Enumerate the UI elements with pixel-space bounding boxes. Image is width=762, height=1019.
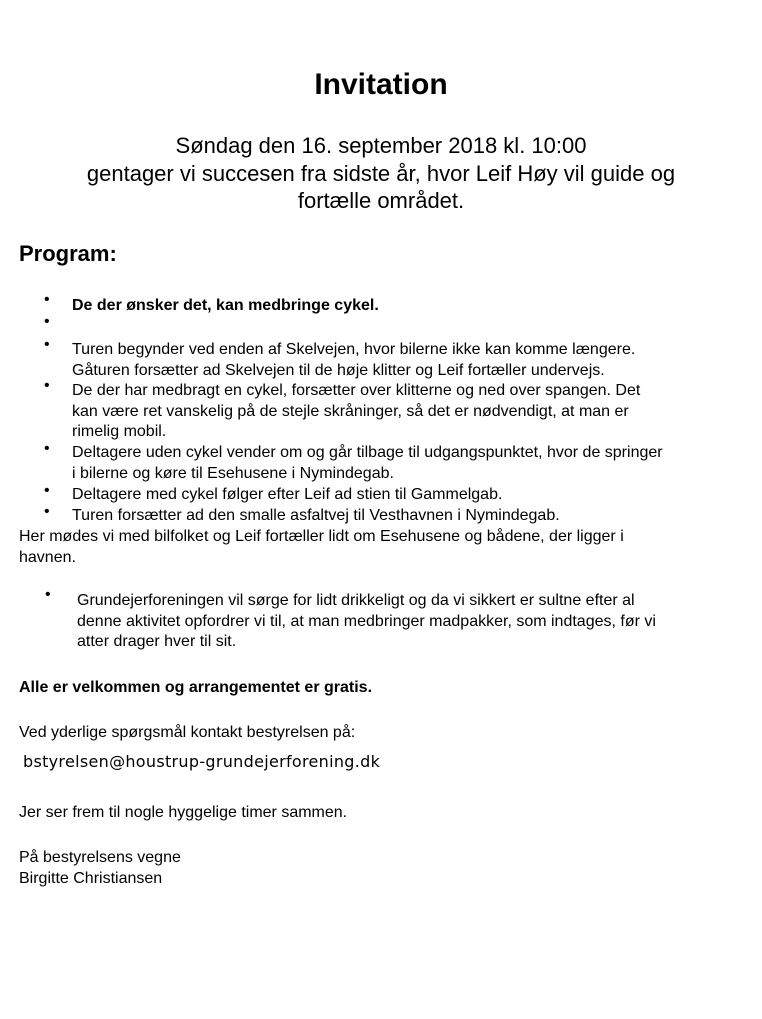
signature-line: På bestyrelsens vegne xyxy=(19,849,181,866)
list-item: Turen begynder ved enden af Skelvejen, hvor bilerne ikke kan komme længere. Gåturen forsætter ad Skelvejen til de høje klitter og Leif fortæller undervejs. xyxy=(72,341,636,379)
refreshments-item: Grundejerforeningen vil sørge for lidt drikkeligt og da vi sikkert er sultne efter al denne aktivitet opfordrer vi til, at man medbringer madpakker, som indtages, før vi atter drager hver til sit. xyxy=(77,592,656,650)
contact-label: Ved yderlige spørgsmål kontakt bestyrelsen på: xyxy=(19,724,356,741)
list-item: Turen forsætter ad den smalle asfaltvej til Vesthavnen i Nymindegab. xyxy=(72,507,560,524)
bullet-icon: • xyxy=(44,291,50,308)
event-intro-line: gentager vi succesen fra sidste år, hvor Leif Høy vil guide og xyxy=(86,161,676,186)
bullet-icon: • xyxy=(44,482,50,499)
signature-name: Birgitte Christiansen xyxy=(19,869,163,887)
event-date: Søndag den 16. september 2018 kl. 10:00 xyxy=(175,133,587,158)
welcome-note: Alle er velkommen og arrangementet er gratis. xyxy=(19,679,373,696)
list-item: Deltagere med cykel følger efter Leif ad stien til Gammelgab. xyxy=(72,486,503,503)
list-item: De der har medbragt en cykel, forsætter over klitterne og ned over spangen. Det kan være ret vanskelig på de stejle skråninger, så det er nødvendigt, at man er rimelig mobil. xyxy=(72,382,641,440)
closing-line: Jer ser frem til nogle hyggelige timer sammen. xyxy=(19,804,348,821)
contact-email[interactable]: bstyrelsen@houstrup-grundejerforening.dk xyxy=(23,752,381,771)
bullet-icon: • xyxy=(44,440,50,457)
signature xyxy=(19,848,181,889)
page-title: Invitation xyxy=(314,68,448,101)
event-intro-line: fortælle området. xyxy=(297,188,465,213)
list-item: Deltagere uden cykel vender om og går tilbage til udgangspunktet, hvor de springer i bilerne og køre til Esehusene i Nymindegab. xyxy=(72,444,663,482)
bullet-icon: • xyxy=(44,377,50,394)
bullet-icon: • xyxy=(44,336,50,353)
bullet-icon: • xyxy=(44,313,50,330)
meeting-paragraph: Her mødes vi med bilfolket og Leif fortæller lidt om Esehusene og bådene, der ligger i havnen. xyxy=(19,528,624,566)
bullet-icon: • xyxy=(44,503,50,520)
bullet-icon: • xyxy=(45,586,51,603)
list-item: De der ønsker det, kan medbringe cykel. xyxy=(72,297,379,314)
program-heading: Program: xyxy=(19,241,117,266)
